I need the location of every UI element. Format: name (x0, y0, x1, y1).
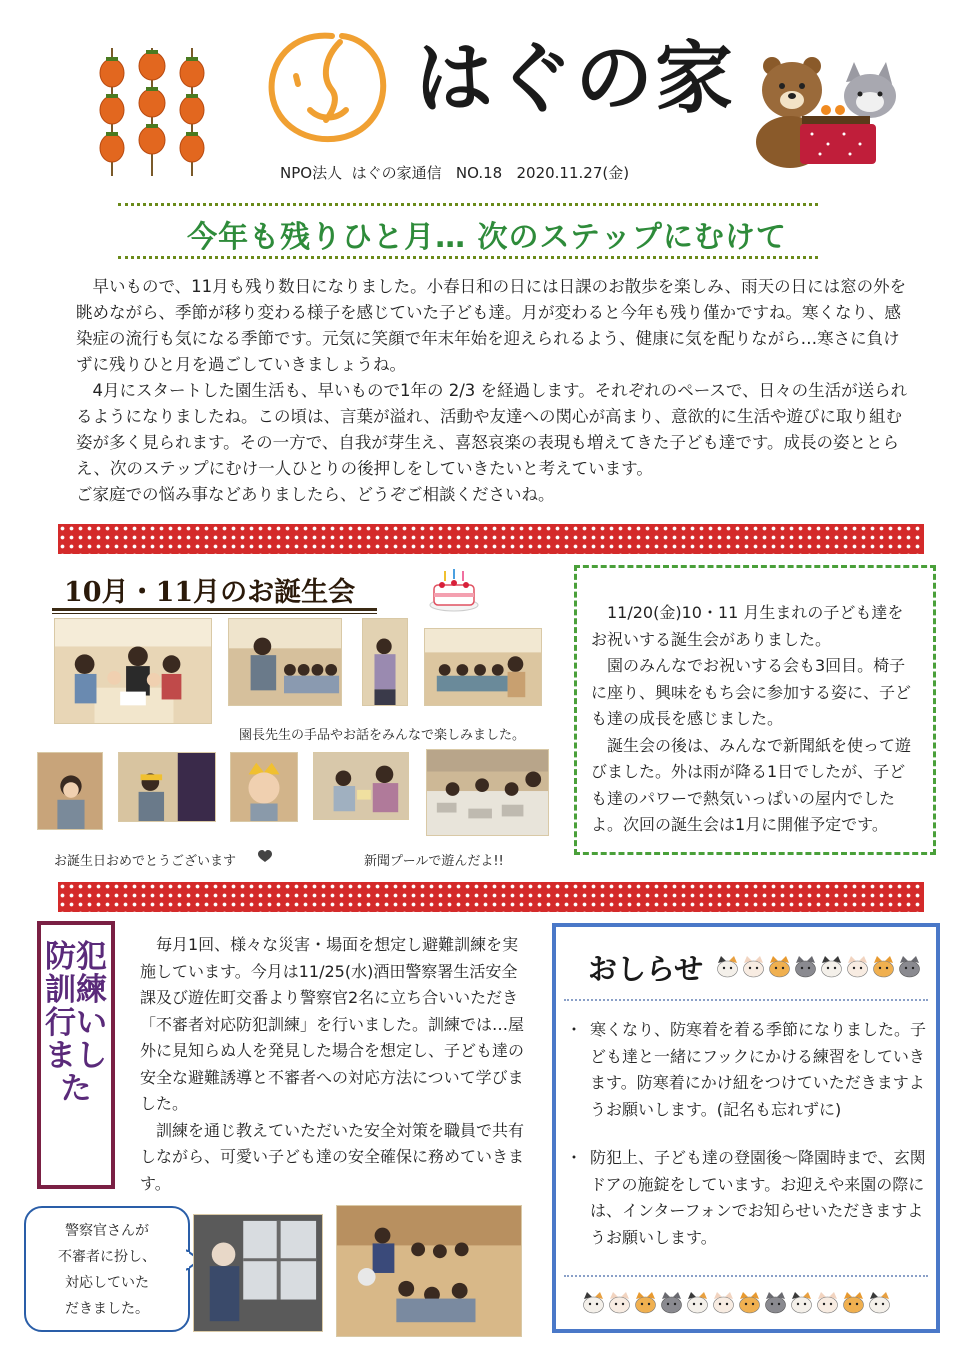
issue-info: NPO法人 はぐの家通信 NO.18 2020.11.27(金) (280, 164, 630, 182)
smiling-face-logo-icon (262, 28, 392, 146)
birthday-section-title: 10月・11月のお誕生会 (64, 577, 356, 608)
cat-face-icon (764, 1291, 787, 1314)
notice-item: ・ 寒くなり、防寒着を着る季節になりました。子ども達と一緒にフックにかける練習をしていきます。防寒着にかけ紐をつけていただきますようお願いします。(記名も忘れずに) (566, 1017, 926, 1123)
cat-face-icon (716, 955, 739, 978)
bubble-line: 不審者に扮し、 (58, 1249, 156, 1265)
cat-face-icon (742, 955, 765, 978)
title-underline (52, 608, 377, 611)
intro-paragraph: 4月にスタートした園生活も、早いもので1年の 2/3 を経過します。それぞれのペースで、日々の生活が送られるようになりましたね。この頃は、言葉が溢れ、活動や友達への関心が高まり、意欲的に生活や遊びに取り組む姿が多く見られます。その一方で、自我が芽生え、喜怒哀楽の表現も増えてきた子ども達です。成長の姿ととらえ、次のステップにむけ一人ひとりの後押しをしていきたいと考えています。 (76, 381, 908, 478)
cat-face-icon (872, 955, 895, 978)
cat-face-icon (790, 1291, 813, 1314)
photo-principal-talk (362, 618, 408, 706)
cat-face-icon (660, 1291, 683, 1314)
cat-face-icon (634, 1291, 657, 1314)
cat-face-icon (816, 1291, 839, 1314)
decorative-tape-divider (58, 882, 924, 912)
headline-bottom-divider (118, 256, 818, 259)
intro-paragraph: 早いもので、11月も残り数日になりました。小春日和の日には日課のお散歩を楽しみ、雨天の日には窓の外を眺めながら、季節が移り変わる様子を感じていた子ども達。月が変わると今年も残り僅かですね。寒くなり、感染症の流行も気になる季節です。元気に笑顔で年末年始を迎えられるよう、健康に気を配りながら…寒さに負けずに残りひと月を過ごしていきましょうね。 (76, 277, 907, 374)
speech-bubble (24, 1206, 190, 1332)
photo-birthday-child (37, 752, 103, 830)
newsletter-title: はぐの家 (415, 34, 736, 124)
cat-face-icon (738, 1291, 761, 1314)
headline: 今年も残りひと月… 次のステップにむけて (187, 220, 787, 255)
cat-face-icon (686, 1291, 709, 1314)
photo-children-evacuation (336, 1205, 522, 1337)
headline-top-divider (118, 203, 818, 206)
photo-birthday-child (118, 752, 216, 822)
title-underline (52, 613, 377, 614)
birthday-report-box (574, 565, 936, 855)
birthday-cake-icon (428, 565, 480, 613)
cat-face-icon (842, 1291, 865, 1314)
photo-birthday-child-crown (230, 752, 298, 822)
cat-face-icon (768, 955, 791, 978)
bubble-line: 警察官さんが (65, 1223, 149, 1239)
cat-face-icon (794, 955, 817, 978)
notice-divider (564, 999, 928, 1001)
cat-face-icon (898, 955, 921, 978)
drill-section-title: 防犯訓練行いました (45, 939, 107, 1107)
cat-face-icon (868, 1291, 891, 1314)
notice-list (566, 1017, 926, 1273)
cat-face-icon (846, 955, 869, 978)
photo-caption: 新聞プールで遊んだよ!! (364, 854, 504, 869)
cat-face-icon (582, 1291, 605, 1314)
bubble-line: 対応していた (65, 1275, 149, 1291)
heart-icon (258, 850, 272, 863)
cat-face-row (582, 1291, 891, 1314)
bubble-line: だきました。 (65, 1301, 149, 1317)
notice-box (552, 923, 940, 1333)
notice-title: おしらせ (588, 952, 704, 986)
birthday-report-paragraph: 園のみんなでお祝いする会も3回目。椅子に座り、興味をもち会に参加する姿に、子ども達の成長を感じました。 (591, 656, 912, 728)
drill-section-label (37, 921, 115, 1189)
notice-item: ・ 防犯上、子ども達の登園後～降園時まで、玄関ドアの施錠をしています。お迎えや来園の際には、インターフォンでお知らせいただきますようお願いします。 (566, 1145, 926, 1251)
birthday-report-paragraph: 11/20(金)10・11 月生まれの子ども達をお祝いする誕生会がありました。 (591, 603, 904, 649)
bear-and-cat-kotatsu-icon (750, 50, 910, 170)
photo-birthday-gift (313, 752, 409, 820)
cat-face-icon (712, 1291, 735, 1314)
drill-paragraph: 訓練を通じ教えていただいた安全対策を職員で共有しながら、可愛い子ども達の安全確保に務めていきます。 (140, 1120, 525, 1193)
drill-paragraph: 毎月1回、様々な災害・場面を想定し避難訓練を実施しています。今月は11/25(水)酒田警察署生活安全課及び遊佐町交番より警察官2名に立ち合いいただき「不審者対応防犯訓練」を行いました。訓練では…屋外に見知らぬ人を発見した場合を想定し、子ども達の安全な避難誘導と不審者への対応方法について学びました。 (140, 935, 525, 1113)
photo-children-watching (424, 628, 542, 706)
cat-face-icon (608, 1291, 631, 1314)
photo-magic-show (228, 618, 342, 706)
photo-caption: 園長先生の手品やお話をみんなで楽しみました。 (239, 728, 526, 743)
dried-persimmons-icon (92, 48, 212, 178)
birthday-report-paragraph: 誕生会の後は、みんなで新聞紙を使って遊びました。外は雨が降る1日でしたが、子ども達のパワーで熱気いっぱいの屋内でしたよ。次回の誕生会は1月に開催予定です。 (591, 735, 912, 834)
photo-caption: お誕生日おめでとうございます (54, 854, 237, 869)
cat-face-icon (820, 955, 843, 978)
photo-newspaper-pool (426, 749, 549, 836)
drill-text (140, 932, 528, 1197)
intro-text (76, 274, 912, 508)
photo-birthday-party (54, 618, 212, 724)
notice-divider (564, 1275, 928, 1277)
intro-paragraph: ご家庭での悩み事などありましたら、どうぞご相談くださいね。 (76, 485, 555, 504)
photo-police-officer (193, 1214, 323, 1332)
cat-face-row (716, 955, 921, 978)
decorative-tape-divider (58, 524, 924, 554)
